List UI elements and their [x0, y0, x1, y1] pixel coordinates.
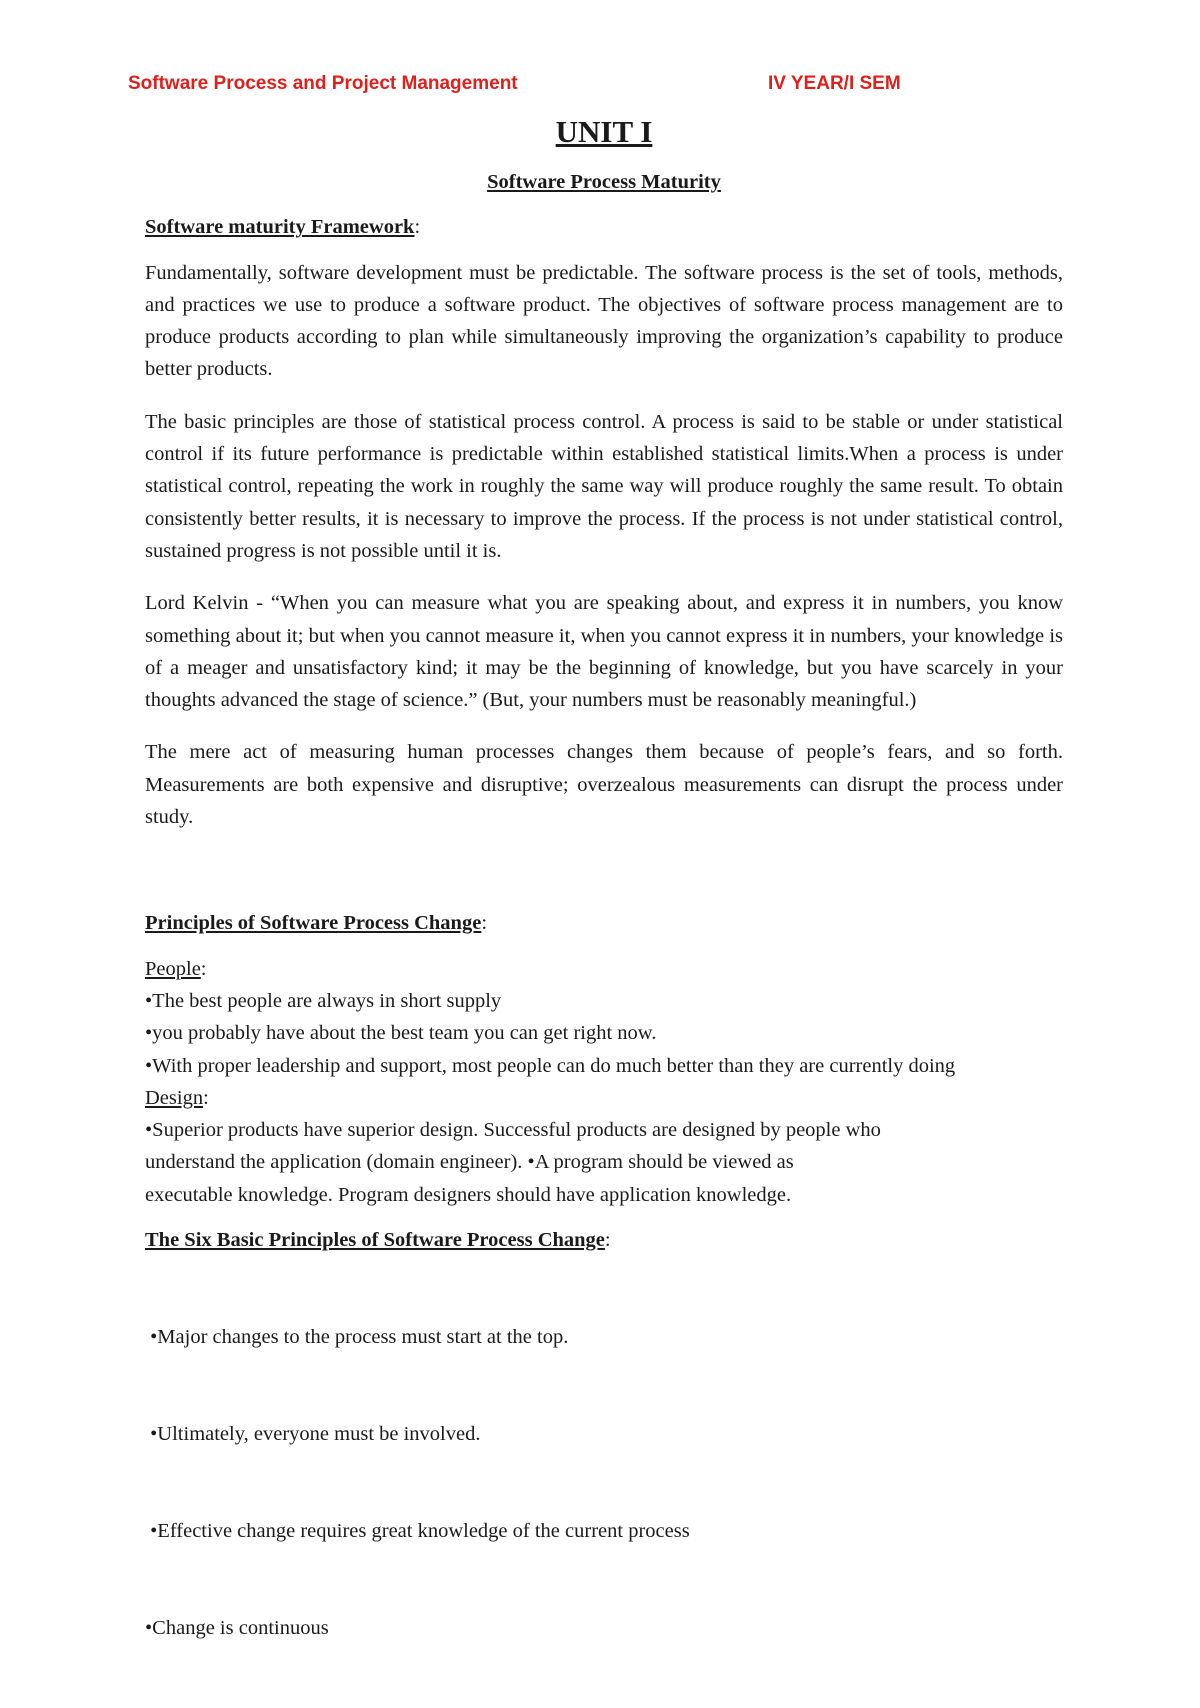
people-label: People [145, 957, 201, 980]
paragraph: Fundamentally, software development must be predictable. The software process is the set of tools, methods, and practices we use to produce a software product. The objectives of software process management are to produce products according to plan while simultaneously improving the organization’s capability to produce better products. [145, 261, 1063, 381]
list-item: •Change is continuous [145, 1616, 329, 1639]
header-year-semester: IV YEAR/I SEM [768, 73, 901, 94]
list-item: •Ultimately, everyone must be involved. [145, 1422, 481, 1445]
spacer [145, 853, 1063, 907]
paragraph: The mere act of measuring human processes changes them because of people’s fears, and so forth. Measurements are both expensive and disruptive; overzealous measurements can disrupt the process under study. [145, 741, 1063, 829]
list-item: •Effective change requires great knowledge of the current process [145, 1519, 690, 1542]
design-text-line: understand the application (domain engineer). •A program should be viewed as [145, 1151, 794, 1174]
label-colon: : [200, 957, 207, 980]
page-header [128, 73, 928, 101]
section-heading-six-principles [145, 1224, 1063, 1256]
header-course-title: Software Process and Project Management [128, 73, 518, 94]
design-list [145, 1082, 1063, 1211]
section-title: Software Process Maturity [487, 171, 721, 193]
people-label-line [145, 953, 1063, 985]
list-item: •With proper leadership and support, most people can do much better than they are currently doing [145, 1054, 956, 1077]
design-text-line: •Superior products have superior design. Successful products are designed by people who [145, 1119, 881, 1142]
design-label-line [145, 1082, 1063, 1114]
list-item: •Major changes to the process must start at the top. [145, 1325, 569, 1348]
list-item: •The best people are always in short supply [145, 989, 502, 1012]
heading-colon: : [414, 216, 421, 239]
section-heading-maturity-framework [145, 211, 1063, 243]
heading-text: Software maturity Framework [145, 216, 415, 239]
list-item: •you probably have about the best team you can get right now. [145, 1022, 657, 1045]
label-colon: : [203, 1086, 209, 1109]
people-list [145, 953, 1063, 1082]
heading-colon: : [604, 1229, 611, 1252]
unit-title: UNIT I [555, 114, 653, 149]
design-label: Design [145, 1086, 204, 1109]
design-text-line: executable knowledge. Program designers should have application knowledge. [145, 1183, 792, 1206]
document-body [145, 108, 1063, 1708]
paragraph: Lord Kelvin - “When you can measure what you are speaking about, and express it in numbers, you know something about it; but when you cannot measure it, when you cannot express it in numbers, your knowledge is of a meager and unsatisfactory kind; it may be the beginning of knowledge, but you have scarcely in your thoughts advanced the stage of science.” (But, your numbers must be reasonably meaningful.) [145, 592, 1063, 712]
section-heading-process-change [145, 907, 1063, 939]
heading-text: Principles of Software Process Change [145, 912, 482, 935]
six-principles-list [145, 1256, 1063, 1708]
heading-text: The Six Basic Principles of Software Process Change [145, 1229, 605, 1252]
paragraph: The basic principles are those of statistical process control. A process is said to be stable or under statistical control if its future performance is predictable within established statistical limits.When a process is under statistical control, repeating the work in roughly the same way will produce roughly the same result. To obtain consistently better results, it is necessary to improve the process. If the process is not under statistical control, sustained progress is not possible until it is. [145, 410, 1063, 562]
heading-colon: : [481, 912, 488, 935]
